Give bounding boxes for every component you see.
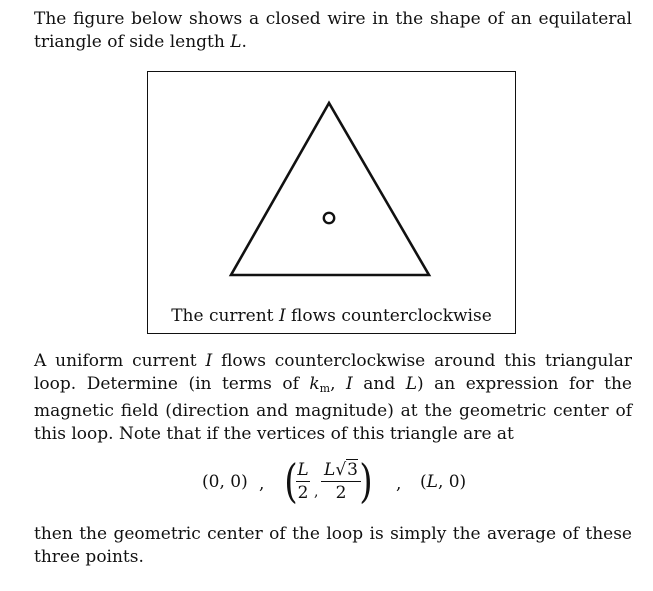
length-var: L <box>405 373 417 394</box>
vertex-1: (0, 0) <box>202 472 248 492</box>
vertex-2-comma: , <box>314 484 319 500</box>
center-point-marker <box>324 213 334 223</box>
caption-text-before: The current <box>171 306 279 326</box>
triangle-figure <box>147 71 516 334</box>
intro-text: The figure below shows a closed wire in the shape of an equilateral triangle of side length <box>34 9 632 52</box>
vertex-3-open: ( <box>420 472 427 492</box>
side-length-var: L <box>230 31 242 52</box>
caption-text-after: flows counterclockwise <box>285 306 492 326</box>
vertex-separator-1: , <box>259 474 265 494</box>
conclusion-paragraph <box>34 523 632 568</box>
question-text-3: , <box>330 373 347 394</box>
vertex-3 <box>420 472 466 492</box>
sqrt-symbol: √ <box>335 460 347 480</box>
current-var-2: I <box>346 373 353 394</box>
vertex-2-x-numerator: L <box>297 460 309 480</box>
question-paragraph <box>34 350 632 445</box>
caption-current-var: I <box>278 306 286 326</box>
km-subscript: m <box>319 381 331 395</box>
fraction-bar <box>296 481 310 482</box>
vertex-2-open-paren: ( <box>284 454 298 508</box>
vertex-2-x-denominator: 2 <box>297 483 309 503</box>
vertex-coordinates <box>0 454 653 510</box>
intro-period: . <box>241 31 247 52</box>
vertex-separator-2: , <box>396 474 402 494</box>
question-text-5: ) an expression for the magnetic field (direction and magnitude) at the geometric center of this loop. Note that if the vertices of this triangle are at <box>34 373 632 444</box>
vertex-3-close: , 0) <box>437 472 467 492</box>
question-text-4: and <box>352 373 406 394</box>
km-var <box>309 374 330 394</box>
vertex-2-y-denominator: 2 <box>335 483 347 503</box>
current-var: I <box>205 351 213 371</box>
triangle-loop <box>231 103 429 275</box>
vertex-2-y-numerator <box>321 460 361 480</box>
vertex-3-L: L <box>426 472 438 492</box>
vertex-2-y-L: L <box>324 460 336 480</box>
sqrt-radicand: 3 <box>347 460 358 480</box>
figure-caption <box>148 305 515 327</box>
triangle-diagram <box>148 72 517 335</box>
vertex-2-x-fraction <box>296 460 310 503</box>
question-text-1: A uniform current <box>34 351 206 371</box>
vertex-2-close-paren: ) <box>359 454 373 508</box>
vertex-2-y-fraction <box>321 460 361 503</box>
question-text-2: flows counterclockwise around this triangular loop. Determine (in terms of <box>34 351 632 394</box>
conclusion-text: then the geometric center of the loop is simply the average of these three points. <box>34 524 632 567</box>
intro-paragraph <box>34 8 632 53</box>
fraction-bar <box>321 481 361 482</box>
km-k: k <box>309 373 320 394</box>
